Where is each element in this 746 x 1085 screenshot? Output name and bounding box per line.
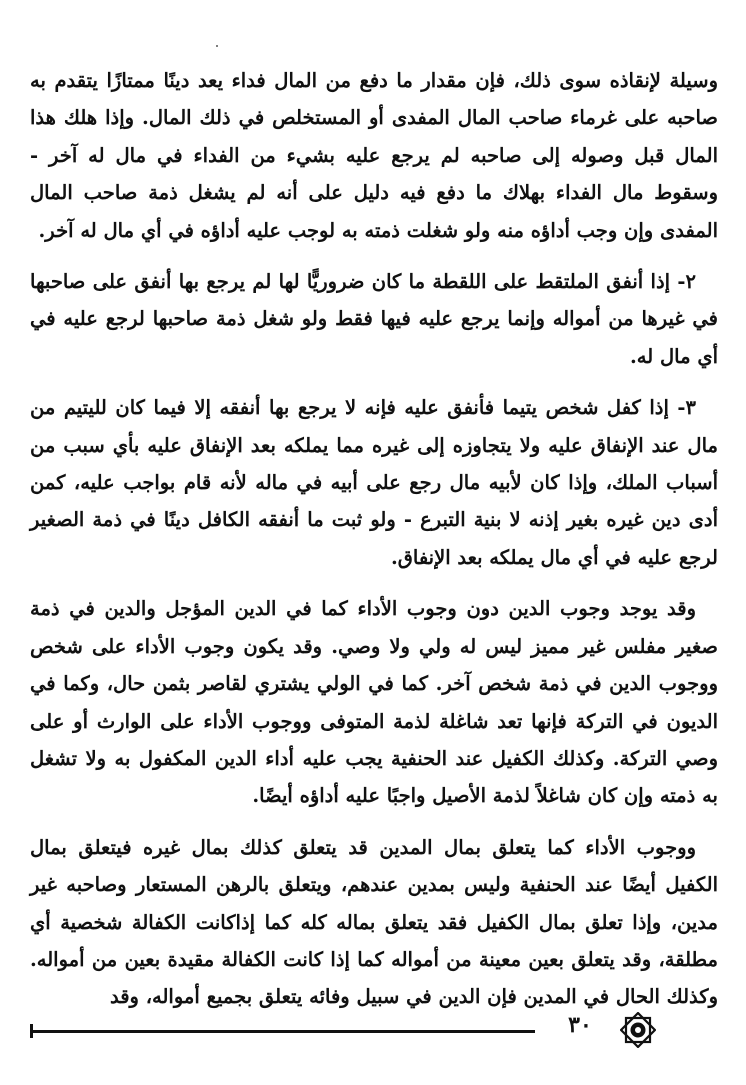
paragraph-5: ووجوب الأداء كما يتعلق بمال المدين قد يتعلق كذلك بمال غيره فيتعلق بمال الكفيل أيضًا عند الحنفية وليس بمدين عندهم، ويتعلق بالرهن المستعار وصاحبه غير مدين، وإذا تعلق بمال الكفيل فقد يتعلق بماله كله كما إذاكانت الكفالة شخصية أي مطلقة، وقد يتعلق بعين معينة من أمواله كما إذا كانت الكفالة مقيدة بعين من أمواله. وكذلك الحال في المدين فإن الدين في سبيل وفائه يتعلق بجميع أمواله، وقد (30, 835, 718, 1009)
paragraph-1: وسيلة لإنقاذه سوى ذلك، فإن مقدار ما دفع من المال فداء يعد دينًا ممتازًا يتقدم به صاحبه على غرماء صاحب المال المفدى أو المستخلص في ذلك المال. وإذا هلك هذا المال قبل وصوله إلى صاحبه لم يرجع عليه بشيء من الفداء في مال له آخر - وسقوط مال الفداء بهلاك ما دفع فيه دليل على أنه لم يشغل ذمة صاحب المال المفدى وإن وجب أداؤه منه ولو شغلت ذمته به لوجب عليه أداؤه في أي مال له آخر. (30, 69, 718, 242)
paragraph-2: ٢- إذا أنفق الملتقط على اللقطة ما كان ضروريًّا لها لم يرجع بها أنفق على صاحبها في غيرها من أمواله وإنما يرجع عليه فيها فقط ولو شغل ذمة صاحبها لرجع عليه في أي مال له. (30, 270, 718, 368)
star-ornament-icon (620, 1012, 656, 1048)
footer-rule (30, 1030, 535, 1033)
paragraph-3: ٣- إذا كفل شخص يتيما فأنفق عليه فإنه لا يرجع بها أنفقه إلا فيما كان لليتيم من مال عند الإنفاق عليه ولا يتجاوزه إلى غيره مما يملكه بعد الإنفاق عليه بأي سبب من أسباب الملك، وإذا كان لأبيه مال رجع على أبيه في ماله لأنه قام بواجب عليه، كمن أدى دين غيره بغير إذنه لا بنية التبرع - ولو ثبت ما أنفقه الكافل دينًا في ذمة الصغير لرجع عليه في أي مال يملكه بعد الإنفاق. (30, 396, 718, 569)
page-number: ٣٠ (568, 1012, 592, 1038)
page-speck (216, 45, 218, 47)
page-footer (30, 1010, 720, 1050)
body-text (30, 62, 718, 1030)
paragraph-4: وقد يوجد وجوب الدين دون وجوب الأداء كما في الدين المؤجل والدين في ذمة صغير مفلس غير مميز ليس له ولي ولا وصي. وقد يكون وجوب الأداء على شخص ووجوب الدين في ذمة شخص آخر. كما في الولي يشتري لقاصر بثمن حال، وكما في الديون في التركة فإنها تعد شاغلة لذمة المتوفى ووجوب الأداء على الوارث أو على وصي التركة. وكذلك الكفيل عند الحنفية يجب عليه أداء الدين المكفول به ولا تشغل به ذمته وإن كان شاغلاً لذمة الأصيل واجبًا عليه أداؤه أيضًا. (30, 597, 718, 808)
